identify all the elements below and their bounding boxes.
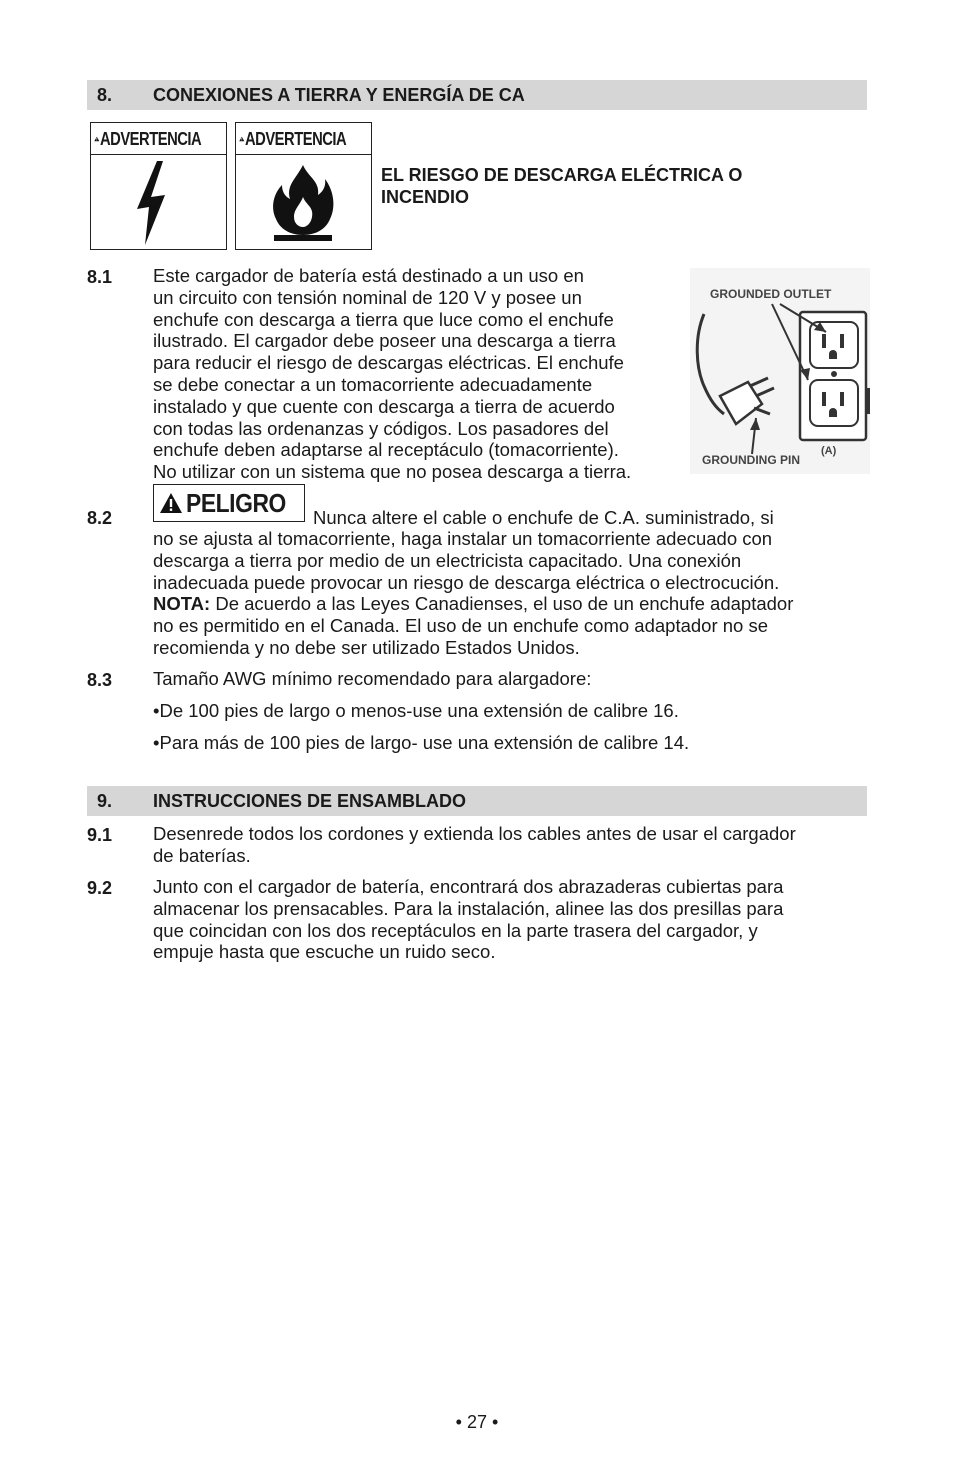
warning-label: ADVERTENCIA xyxy=(239,126,368,152)
page-number: • 27 • xyxy=(455,1412,499,1432)
grounded-outlet-figure xyxy=(690,268,870,474)
paragraph-9-1: Desenrede todos los cordones y extienda los cables antes de usar el cargador de baterías. xyxy=(153,823,796,866)
warning-triangle-icon xyxy=(94,129,100,149)
outlet-plug-icon xyxy=(690,268,870,474)
lightning-bolt-icon xyxy=(135,161,175,245)
bullet-item: •Para más de 100 pies de largo- use una extensión de calibre 14. xyxy=(153,732,690,753)
warning-electric-box xyxy=(90,122,227,250)
note-line: NOTA: De acuerdo a las Leyes Canadienses, el uso de un enchufe adaptador xyxy=(153,593,794,615)
paragraph-8-2: no se ajusta al tomacorriente, haga instalar un tomacorriente adecuado con descarga a tierra por medio de un electricista capacitado. Una conexión inadecuada puede provocar un riesgo de descarga eléctrica o electrocución. NOTA: De acuerdo a las Leyes Canadienses, el uso de un enchufe adaptador no es permitido en el Canada. El uso de un enchufe como adaptador no se recomienda y no debe ser utilizado Estados Unidos. xyxy=(153,528,868,659)
danger-label-box xyxy=(153,484,305,522)
warning-triangle-icon xyxy=(159,492,183,514)
figure-a-label: (A) xyxy=(821,445,837,457)
item-number: 8.2 xyxy=(87,508,113,528)
bullet-item: •De 100 pies de largo o menos-use una extensión de calibre 16. xyxy=(153,700,679,721)
section-number: 9. xyxy=(97,791,113,811)
item-number: 8.3 xyxy=(87,670,113,690)
fire-flame-icon xyxy=(270,163,336,243)
section-title: CONEXIONES A TIERRA Y ENERGÍA DE CA xyxy=(153,85,525,105)
danger-label: PELIGRO xyxy=(186,488,286,518)
paragraph-8-3: Tamaño AWG mínimo recomendado para alargadore: xyxy=(153,668,592,689)
note-label: NOTA: xyxy=(153,593,211,615)
paragraph-8-2-first-line: Nunca altere el cable o enchufe de C.A. suministrado, si xyxy=(313,507,774,528)
paragraph-9-2: Junto con el cargador de batería, encontrará dos abrazaderas cubiertas para almacenar los prensacables. Para la instalación, alinee las dos presillas para que coincidan con los dos receptáculos en la parte trasera del cargador, y empuje hasta que escuche un ruido seco. xyxy=(153,876,784,963)
section-number: 8. xyxy=(97,85,113,105)
warning-divider xyxy=(236,154,371,155)
item-number: 9.2 xyxy=(87,878,113,898)
warning-text: EL RIESGO DE DESCARGA ELÉCTRICA O INCENDIO xyxy=(381,165,743,207)
warning-triangle-icon xyxy=(239,129,245,149)
warning-label: ADVERTENCIA xyxy=(94,126,223,152)
item-number: 9.1 xyxy=(87,825,113,845)
section-8-header xyxy=(87,80,867,110)
section-9-header xyxy=(87,786,867,816)
warning-fire-box xyxy=(235,122,372,250)
grounding-pin-label: GROUNDING PIN xyxy=(702,453,801,467)
paragraph-8-1: Este cargador de batería está destinado a un uso en un circuito con tensión nominal de 120 V y posee un enchufe con descarga a tierra que luce como el enchufe ilustrado. El cargador debe poseer una descarga a tierra para reducir el riesgo de descargas eléctricas. El enchufe se debe conectar a un tomacorriente adecuadamente instalado y que cuente con descarga a tierra de acuerdo con todas las ordenanzas y códigos. Los pasadores del enchufe deben adaptarse al receptáculo (tomacorriente). No utilizar con un sistema que no posea descarga a tierra. xyxy=(153,265,632,483)
item-number: 8.1 xyxy=(87,267,113,287)
grounded-outlet-label: GROUNDED OUTLET xyxy=(710,287,832,301)
section-title: INSTRUCCIONES DE ENSAMBLADO xyxy=(153,791,467,811)
warning-divider xyxy=(91,154,226,155)
